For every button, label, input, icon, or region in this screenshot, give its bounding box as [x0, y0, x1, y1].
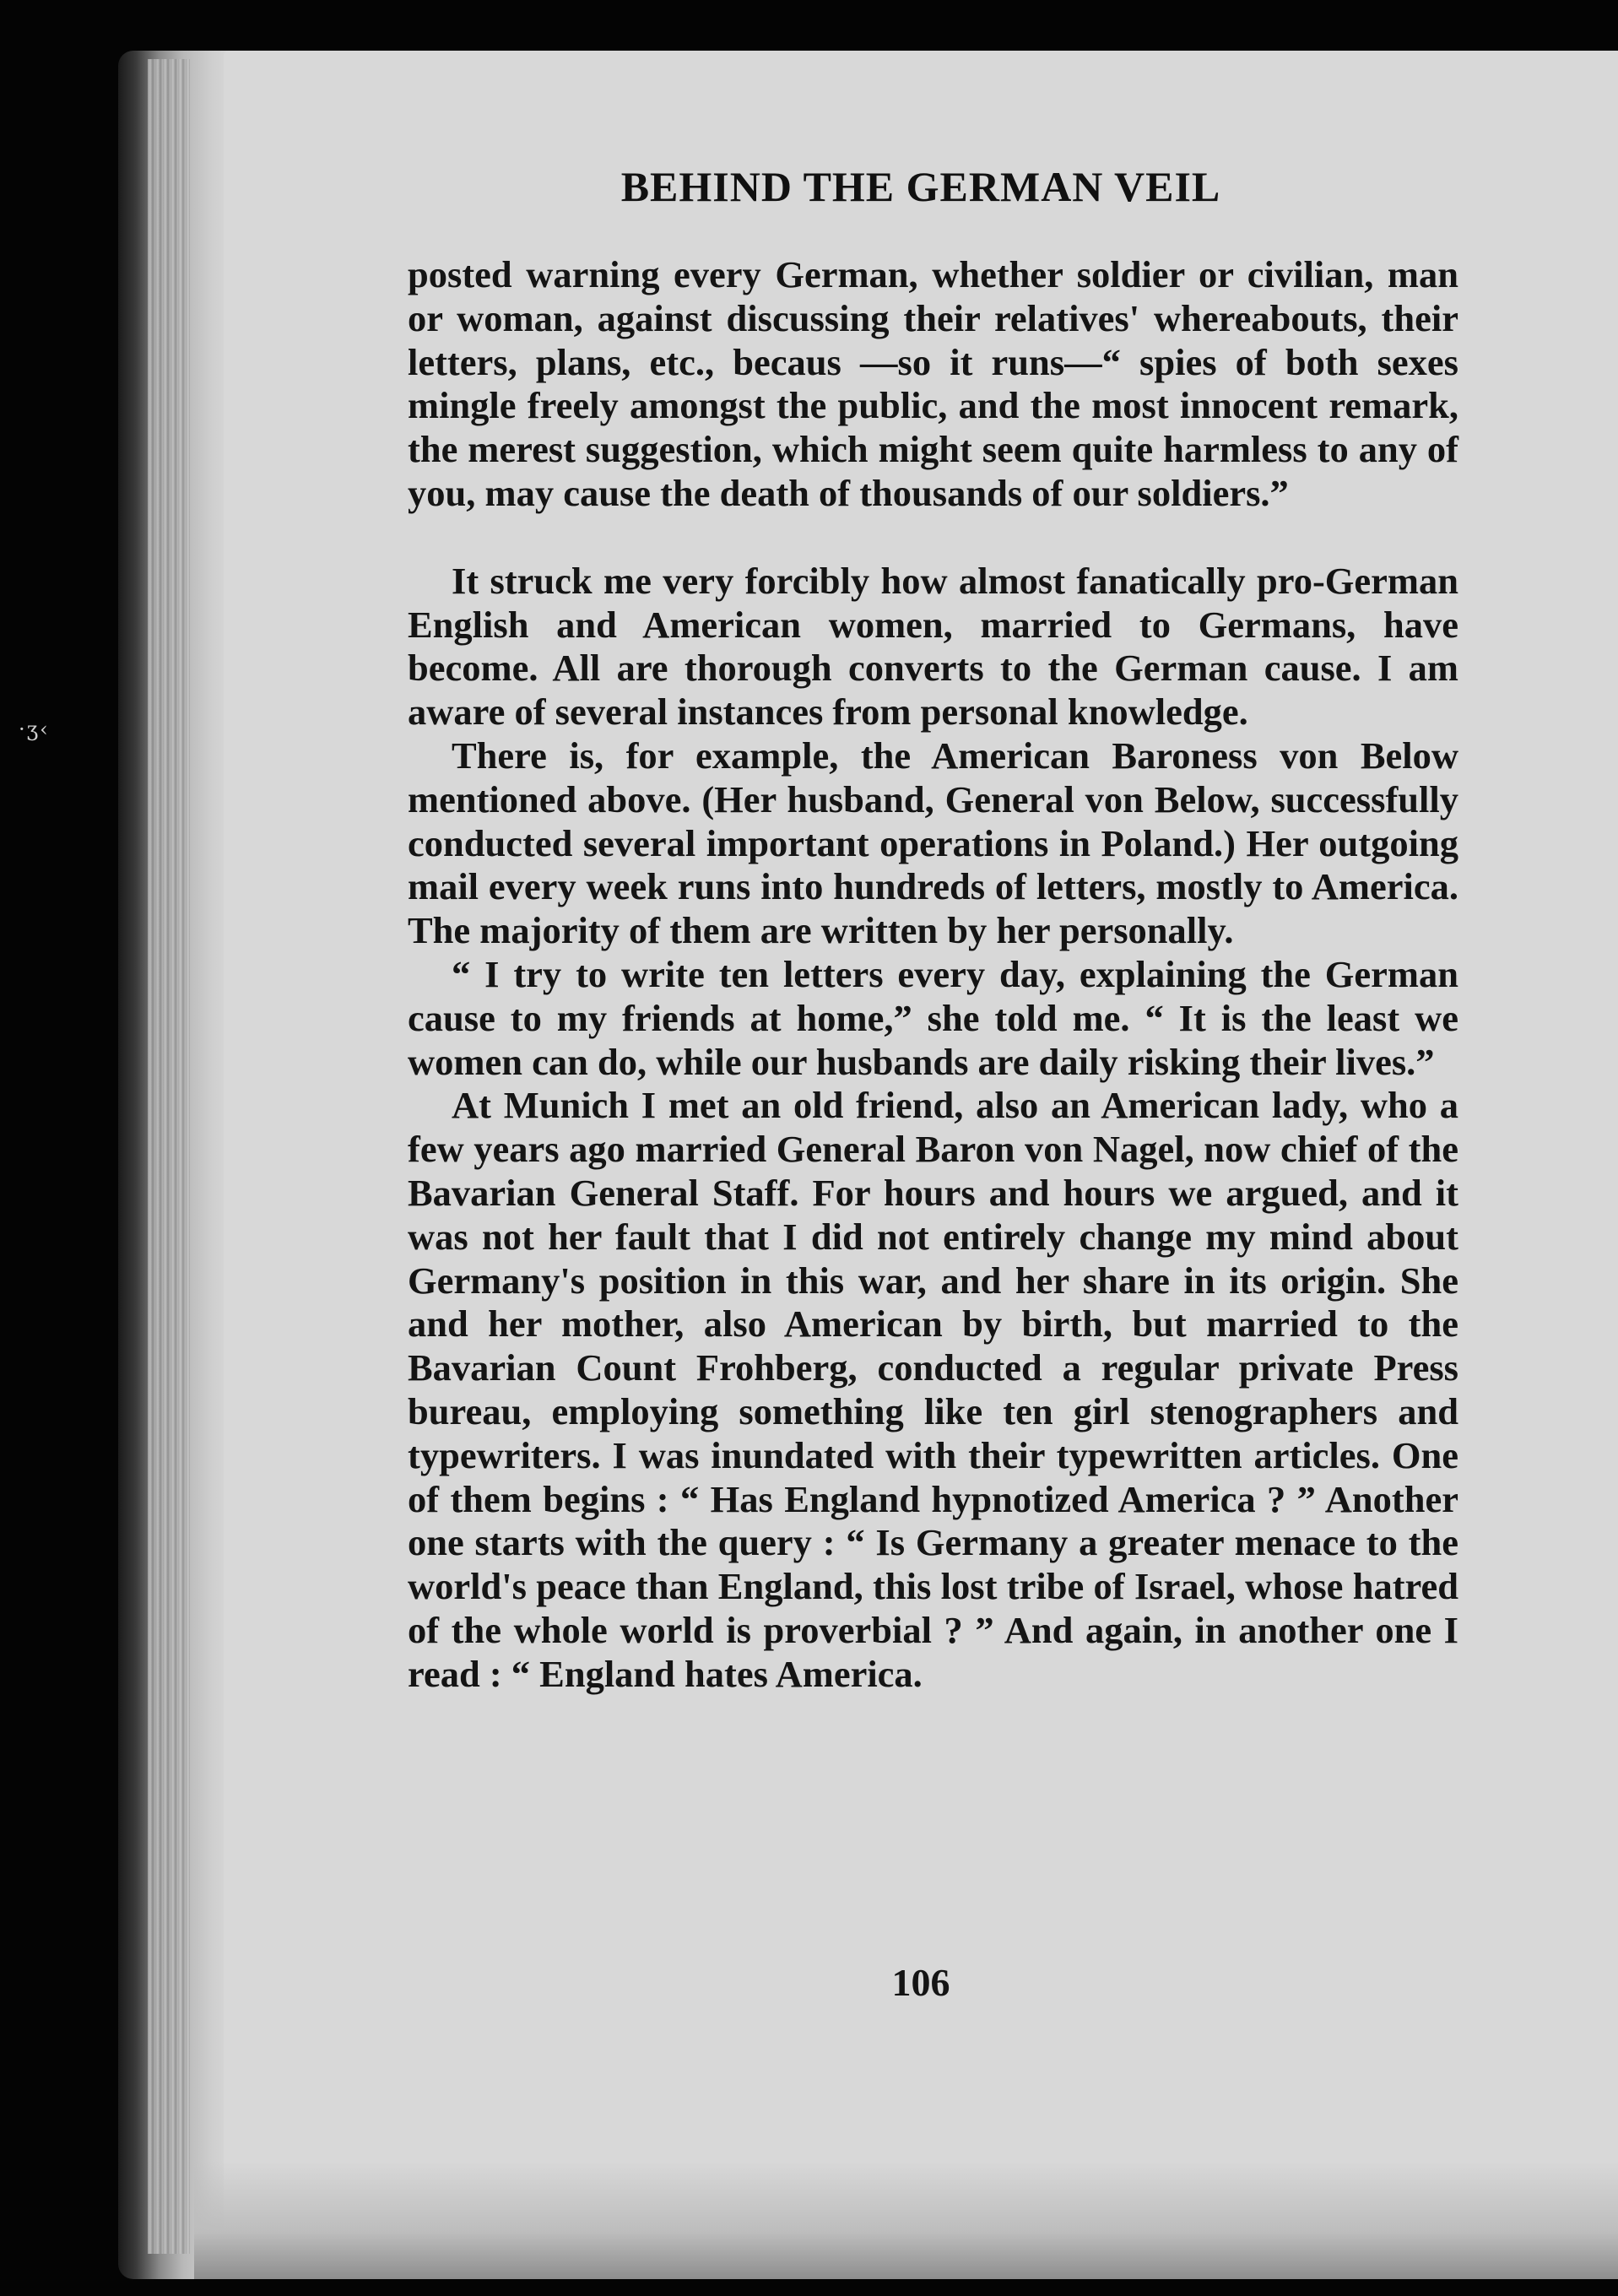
paragraph: “ I try to write ten letters every day, explaining the German cause to my friends at home,” she told me. “ It is the least we women can do, while our husbands are daily risking their lives.” — [408, 952, 1458, 1083]
body-text — [408, 253, 1458, 1697]
page-stack-edges — [148, 59, 190, 2254]
paragraph-continued: posted warning every German, whether soldier or civilian, man or woman, against discussing their relatives' whereabouts, their letters, plans, etc., becaus —so it runs—“ spies of both sexes mingle freely amongst the public, and the most innocent remark, the merest suggestion, which might seem quite harmless to any of you, may cause the death of thousands of our soldiers.” — [408, 253, 1458, 514]
page-bottom-shadow — [194, 2161, 1618, 2279]
running-head: BEHIND THE GERMAN VEIL — [620, 163, 1221, 210]
page-number: 106 — [891, 1961, 950, 2004]
paragraph: At Munich I met an old friend, also an American lady, who a few years ago married General Baron von Nagel, now chief of the Bavarian General Staff. For hours and hours we argued, and it was not her fault that I did not entirely change my mind about Germany's position in this war, and her share in its origin. She and her mother, also American by birth, but married to the Bavarian Count Frohberg, conducted a regular private Press bureau, employing something like ten girl stenographers and typewriters. I was inundated with their typewritten articles. One of them begins : “ Has England hypnotized America ? ” Another one starts with the query : “ Is Germany a greater menace to the world's peace than England, this lost tribe of Israel, whose hatred of the whole world is proverbial ? ” And again, in another one I read : “ England hates America. — [408, 1084, 1458, 1695]
paragraph: It struck me very forcibly how almost fanatically pro-German English and American women, married to Germans, have become. All are thorough converts to the German cause. I am aware of several instances from personal knowledge. — [408, 559, 1458, 734]
paragraph: There is, for example, the American Baroness von Below mentioned above. (Her husband, General von Below, successfully conducted several important operations in Poland.) Her outgoing mail every week runs into hundreds of letters, mostly to America. The majority of them are written by her personally. — [408, 734, 1458, 952]
paragraph-gap — [408, 516, 1458, 560]
margin-mark: ·ʒ‹ — [19, 718, 50, 741]
